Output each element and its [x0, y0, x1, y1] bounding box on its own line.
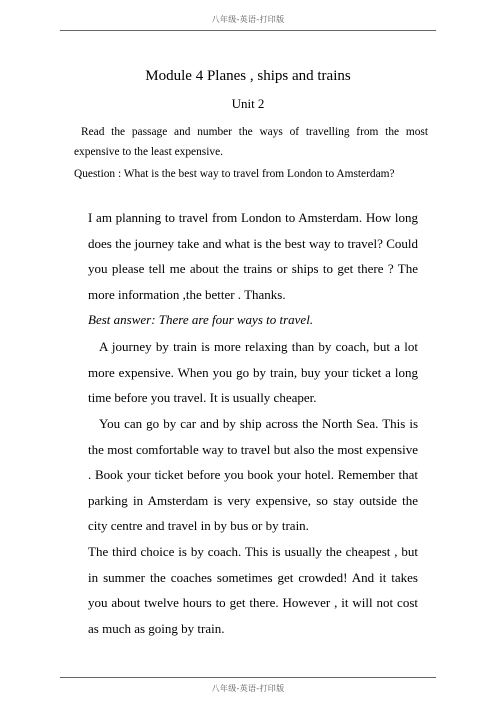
- paragraph-request: I am planning to travel from London to Amsterdam. How long does the journey take and what is the best way to travel? Could you please tell me about the trains or ships to get there ? The more information ,the better . Thanks.: [88, 210, 418, 302]
- question-text: Question : What is the best way to travel from London to Amsterdam?: [74, 168, 395, 180]
- best-answer-line: Best answer: There are four ways to travel.: [88, 312, 314, 327]
- paragraph-train: A journey by train is more relaxing than by coach, but a lot more expensive. When you go by train, buy your ticket a long time before you travel. It is usually cheaper.: [88, 339, 418, 405]
- paragraph-car-ship: You can go by car and by ship across the North Sea. This is the most comfortable way to travel but also the most expensive . Book your ticket before you book your hotel. Remember that parking in Amsterdam is very expensive, so stay outside the city centre and travel in by bus or by train.: [88, 416, 418, 533]
- page-header: 八年级-英语-打印版: [211, 15, 285, 24]
- instruction-text: Read the passage and number the ways of travelling from the most expensive to the least expensive.: [74, 126, 428, 158]
- footer-rule: [60, 677, 436, 678]
- page-footer: 八年级-英语-打印版: [211, 684, 285, 693]
- header-rule: [60, 30, 436, 31]
- paragraph-coach: The third choice is by coach. This is usually the cheapest , but in summer the coaches sometimes get crowded! And it takes you about twelve hours to get there. However , it will not cost as much as going by train.: [88, 544, 418, 636]
- document-title: Module 4 Planes , ships and trains: [145, 68, 351, 84]
- unit-subtitle: Unit 2: [231, 96, 265, 111]
